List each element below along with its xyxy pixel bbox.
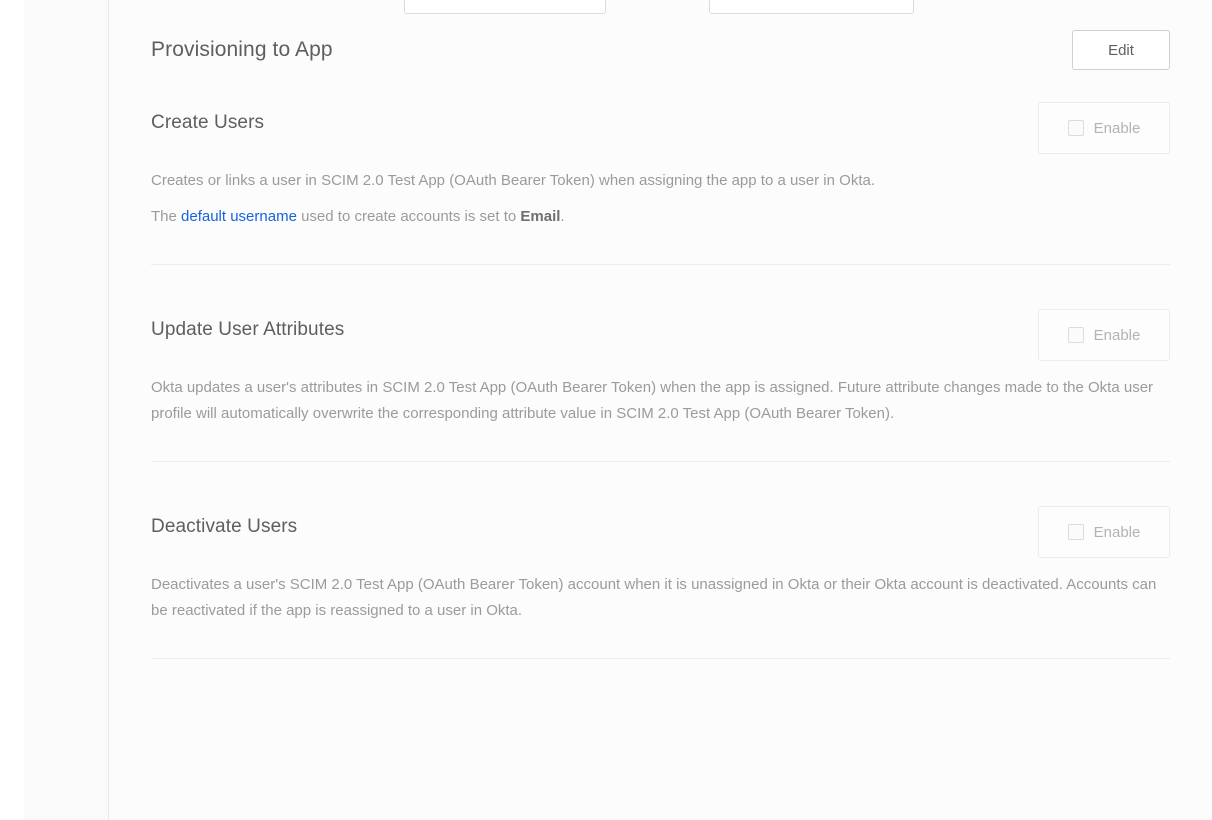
desc-text-mid: used to create accounts is set to [296,208,521,225]
provisioning-section-header [151,20,1170,80]
setting-block-header [151,309,1170,361]
setting-title-update-user-attributes: Update User Attributes [151,319,345,340]
setting-block-create-users [151,80,1170,265]
setting-block-deactivate-users [151,484,1170,659]
desc-text-post: . [560,208,565,225]
checkbox-icon[interactable] [1068,120,1084,136]
block-spacer [151,462,1170,484]
cutoff-panel-left [404,0,606,14]
cutoff-panel-right [709,0,914,14]
enable-toggle-create-users[interactable] [1038,102,1170,154]
enable-label: Enable [1093,119,1141,137]
main-content [109,0,1212,820]
section-divider [151,658,1170,659]
enable-toggle-update-user-attributes[interactable] [1038,309,1170,361]
setting-description-username [151,204,1161,230]
setting-title-create-users: Create Users [151,112,265,133]
block-spacer [151,265,1170,287]
enable-label: Enable [1093,523,1141,541]
edit-button[interactable]: Edit [1072,30,1170,70]
desc-text-pre: The [151,208,182,225]
provisioning-panel [109,20,1212,659]
desc-text-strong: Email [520,208,561,225]
page-title: Provisioning to App [151,38,333,61]
cutoff-panels-row [109,0,1212,16]
checkbox-icon[interactable] [1068,524,1084,540]
setting-description-create-users: Creates or links a user in SCIM 2.0 Test App (OAuth Bearer Token) when assigning the app to a user in Okta. [151,172,875,189]
setting-block-update-user-attributes [151,287,1170,462]
window-edge-gutter [0,0,24,820]
setting-description-deactivate-users: Deactivates a user's SCIM 2.0 Test App (OAuth Bearer Token) account when it is unassigned in Okta or their Okta account is deactivated. Accounts can be reactivated if the app is reassigned to a user in Okta. [151,576,1157,619]
default-username-link[interactable]: default username [181,208,297,225]
setting-title-deactivate-users: Deactivate Users [151,516,298,537]
enable-toggle-deactivate-users[interactable] [1038,506,1170,558]
setting-block-header [151,506,1170,558]
enable-label: Enable [1093,326,1141,344]
setting-block-header [151,102,1170,154]
setting-description-update-user-attributes: Okta updates a user's attributes in SCIM 2.0 Test App (OAuth Bearer Token) when the app is assigned. Future attribute changes made to the Okta user profile will automatically overwrite the corresponding attribute value in SCIM 2.0 Test App (OAuth Bearer Token). [151,379,1154,422]
left-nav-rail [24,0,109,820]
checkbox-icon[interactable] [1068,327,1084,343]
